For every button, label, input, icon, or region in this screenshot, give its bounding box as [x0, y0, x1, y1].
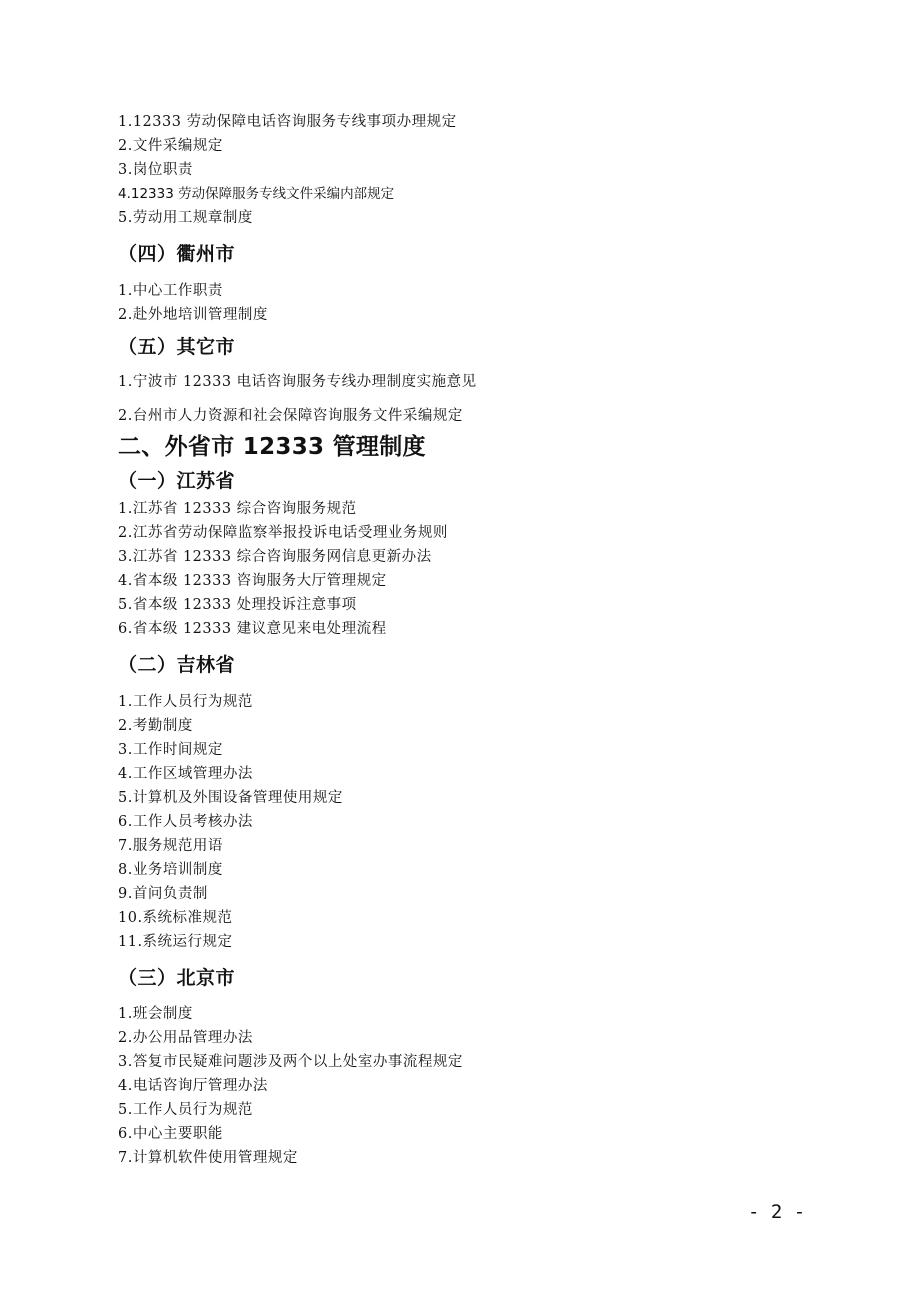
- list-item: 11.系统运行规定: [118, 934, 233, 950]
- list-item: 5.劳动用工规章制度: [118, 210, 253, 226]
- list-item: 2.考勤制度: [118, 718, 193, 734]
- list-item: 4.省本级 12333 咨询服务大厅管理规定: [118, 573, 387, 589]
- list-item: 6.省本级 12333 建议意见来电处理流程: [118, 621, 387, 637]
- list-item: 3.答复市民疑难问题涉及两个以上处室办事流程规定: [118, 1054, 463, 1070]
- section-heading-other-cities: （五）其它市: [118, 336, 236, 358]
- section-heading-quzhou: （四）衢州市: [118, 243, 236, 265]
- list-item: 6.中心主要职能: [118, 1126, 223, 1142]
- list-item: 1.班会制度: [118, 1006, 193, 1022]
- list-item: 1.12333 劳动保障电话咨询服务专线事项办理规定: [118, 114, 457, 130]
- list-item: 2.台州市人力资源和社会保障咨询服务文件采编规定: [118, 408, 463, 424]
- list-item: 1.工作人员行为规范: [118, 694, 253, 710]
- list-item: 2.办公用品管理办法: [118, 1030, 253, 1046]
- list-item: 10.系统标准规范: [118, 910, 233, 926]
- list-item: 1.宁波市 12333 电话咨询服务专线办理制度实施意见: [118, 374, 477, 390]
- list-item: 3.江苏省 12333 综合咨询服务网信息更新办法: [118, 549, 432, 565]
- page-number: - 2 -: [748, 1201, 806, 1223]
- list-item: 5.工作人员行为规范: [118, 1102, 253, 1118]
- list-item: 9.首问负责制: [118, 886, 208, 902]
- list-item: 2.赴外地培训管理制度: [118, 307, 268, 323]
- list-item: 1.中心工作职责: [118, 283, 223, 299]
- list-item: 7.服务规范用语: [118, 838, 223, 854]
- section-heading-jiangsu: （一）江苏省: [118, 470, 236, 492]
- list-item: 5.省本级 12333 处理投诉注意事项: [118, 597, 357, 613]
- list-item: 4.12333 劳动保障服务专线文件采编内部规定: [118, 186, 395, 202]
- part-two-heading: 二、外省市 12333 管理制度: [118, 434, 426, 460]
- list-item: 3.工作时间规定: [118, 742, 223, 758]
- list-item: 4.工作区域管理办法: [118, 766, 253, 782]
- list-item: 2.江苏省劳动保障监察举报投诉电话受理业务规则: [118, 525, 448, 541]
- list-item: 7.计算机软件使用管理规定: [118, 1150, 298, 1166]
- list-item: 3.岗位职责: [118, 162, 193, 178]
- list-item: 2.文件采编规定: [118, 138, 223, 154]
- list-item: 8.业务培训制度: [118, 862, 223, 878]
- section-heading-jilin: （二）吉林省: [118, 654, 236, 676]
- list-item: 6.工作人员考核办法: [118, 814, 253, 830]
- list-item: 4.电话咨询厅管理办法: [118, 1078, 268, 1094]
- section-heading-beijing: （三）北京市: [118, 967, 236, 989]
- list-item: 1.江苏省 12333 综合咨询服务规范: [118, 501, 357, 517]
- list-item: 5.计算机及外围设备管理使用规定: [118, 790, 343, 806]
